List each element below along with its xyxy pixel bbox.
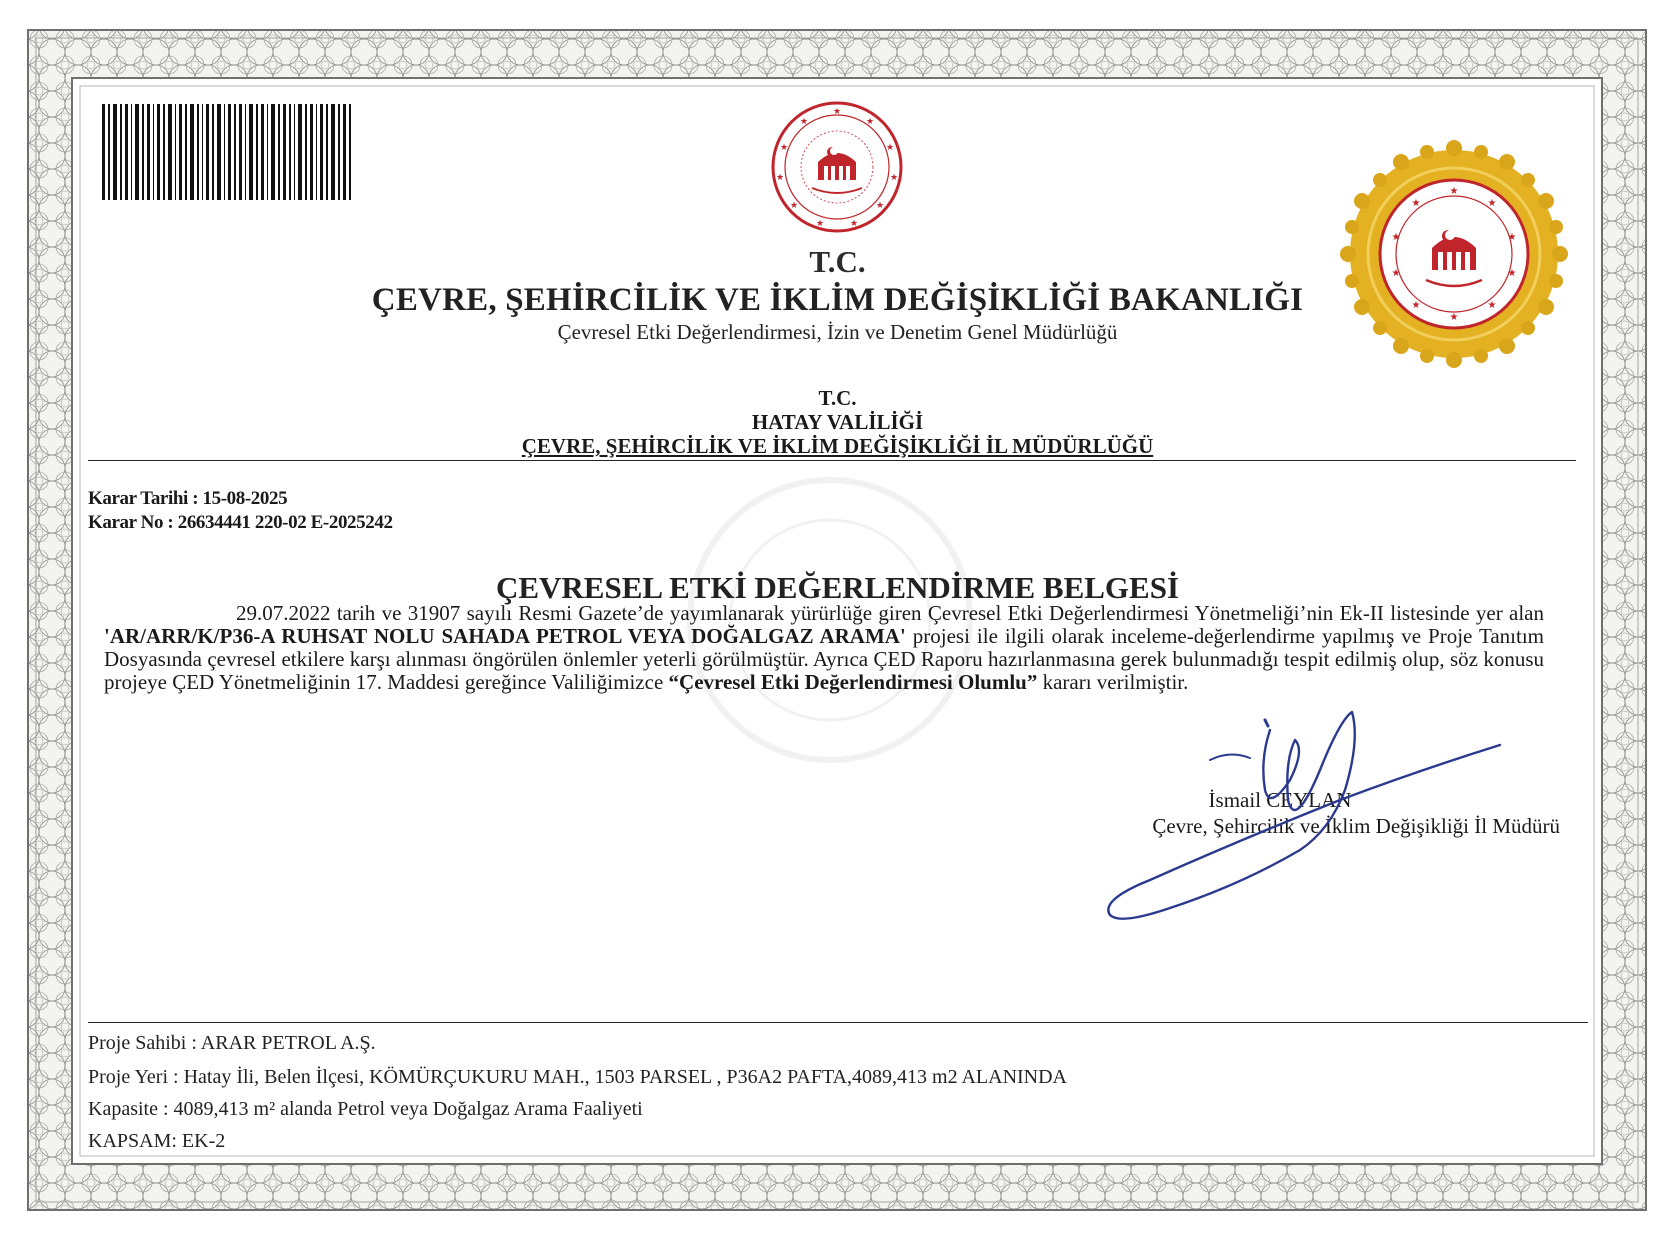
signatory-title: Çevre, Şehircilik ve İklim Değişikliği İl Müdürü xyxy=(1152,814,1560,838)
provincial-directorate-name: ÇEVRE, ŞEHİRCİLİK VE İKLİM DEĞİŞİKLİĞİ İL MÜDÜRLÜĞÜ xyxy=(521,434,1154,458)
decision-date-value: 15-08-2025 xyxy=(202,488,288,509)
handwritten-signature xyxy=(1090,700,1510,940)
decision-body xyxy=(104,602,1544,694)
project-owner-label: Proje Sahibi xyxy=(88,1032,187,1054)
signatory-name: İsmail CEYLAN xyxy=(1208,788,1352,812)
svg-text:★: ★ xyxy=(885,143,895,153)
project-owner-value: ARAR PETROL A.Ş. xyxy=(200,1032,376,1054)
project-scope-value: EK-2 xyxy=(181,1130,226,1152)
svg-text:★: ★ xyxy=(875,201,885,211)
svg-text:★: ★ xyxy=(1391,268,1401,279)
sub-header-tc: T.C. xyxy=(818,386,857,410)
body-part-2: projesi ile ilgili olarak inceleme-değerlendirme yapılmış ve Proje Tanıtım Dosyasında çevresel etkilere karşı alınması öngörülen önlemler yeterli görülmüştür. Ayrıca ÇED Raporu hazırlanmasına gerek bulunmadığı tespit edilmiş olup, söz konusu projeye ÇED Yönetmeliğinin 17. Maddesi gereğince Valiliğimizce xyxy=(104,624,1544,694)
project-location-value: Hatay İli, Belen İlçesi, KÖMÜRÇUKURU MAH., 1503 PARSEL , P36A2 PAFTA,4089,413 m2 ALANINDA xyxy=(183,1066,1067,1088)
svg-text:★: ★ xyxy=(1449,312,1459,323)
directorate-name: Çevresel Etki Değerlendirmesi, İzin ve Denetim Genel Müdürlüğü xyxy=(557,320,1118,344)
svg-text:★: ★ xyxy=(815,219,825,229)
footer-divider xyxy=(88,1022,1588,1023)
svg-text:★: ★ xyxy=(1487,198,1497,209)
decision-date: Karar Tarihi : 15-08-2025 xyxy=(88,488,288,509)
decision-number-value: 26634441 220-02 E-2025242 xyxy=(177,512,393,533)
header-tc: T.C. xyxy=(809,244,866,279)
project-capacity-value: 4089,413 m² alanda Petrol veya Doğalgaz Arama Faaliyeti xyxy=(173,1098,643,1120)
project-location: Proje Yeri : Hatay İli, Belen İlçesi, KÖMÜRÇUKURU MAH., 1503 PARSEL , P36A2 PAFTA,4089,413 m2 ALANINDA xyxy=(88,1066,1067,1088)
header-divider xyxy=(88,460,1576,461)
decision-date-label: Karar Tarihi xyxy=(88,488,188,509)
svg-text:★: ★ xyxy=(1391,232,1401,243)
decision-number: Karar No : 26634441 220-02 E-2025242 xyxy=(88,512,393,533)
governorship-name: HATAY VALİLİĞİ xyxy=(751,410,924,434)
project-owner: Proje Sahibi : ARAR PETROL A.Ş. xyxy=(88,1032,376,1054)
project-scope-label: KAPSAM xyxy=(88,1130,172,1152)
body-part-3: kararı verilmiştir. xyxy=(1037,670,1189,694)
svg-text:★: ★ xyxy=(775,173,785,183)
body-part-1: 29.07.2022 tarih ve 31907 sayılı Resmi Gazete’de yayımlanarak yürürlüğe giren Çevresel Etki Değerlendirmesi Yönetmeliği’nin Ek-II listesinde yer alan xyxy=(236,601,1544,625)
project-scope: KAPSAM: EK-2 xyxy=(88,1130,226,1152)
svg-text:★: ★ xyxy=(865,117,875,127)
svg-text:★: ★ xyxy=(799,117,809,127)
svg-text:★: ★ xyxy=(779,143,789,153)
project-name: 'AR/ARR/K/P36-A RUHSAT NOLU SAHADA PETROL VEYA DOĞALGAZ ARAMA' xyxy=(104,624,906,648)
svg-text:★: ★ xyxy=(849,219,859,229)
project-capacity-label: Kapasite xyxy=(88,1098,158,1120)
project-capacity: Kapasite : 4089,413 m² alanda Petrol veya Doğalgaz Arama Faaliyeti xyxy=(88,1098,643,1120)
svg-text:★: ★ xyxy=(1507,268,1517,279)
project-location-label: Proje Yeri xyxy=(88,1066,169,1088)
svg-text:★: ★ xyxy=(832,107,842,117)
svg-text:★: ★ xyxy=(1411,300,1421,311)
decision-phrase: “Çevresel Etki Değerlendirmesi Olumlu” xyxy=(668,670,1038,694)
svg-text:★: ★ xyxy=(1507,232,1517,243)
ministry-name: ÇEVRE, ŞEHİRCİLİK VE İKLİM DEĞİŞİKLİĞİ BAKANLIĞI xyxy=(371,282,1304,318)
svg-text:★: ★ xyxy=(1411,198,1421,209)
svg-text:★: ★ xyxy=(889,173,899,183)
svg-text:★: ★ xyxy=(1487,300,1497,311)
svg-text:★: ★ xyxy=(789,201,799,211)
svg-text:★: ★ xyxy=(1449,186,1459,197)
document-title: ÇEVRESEL ETKİ DEĞERLENDİRME BELGESİ xyxy=(495,570,1180,605)
ministry-seal-icon xyxy=(770,100,904,234)
decision-number-label: Karar No xyxy=(88,512,164,533)
barcode xyxy=(102,104,354,200)
